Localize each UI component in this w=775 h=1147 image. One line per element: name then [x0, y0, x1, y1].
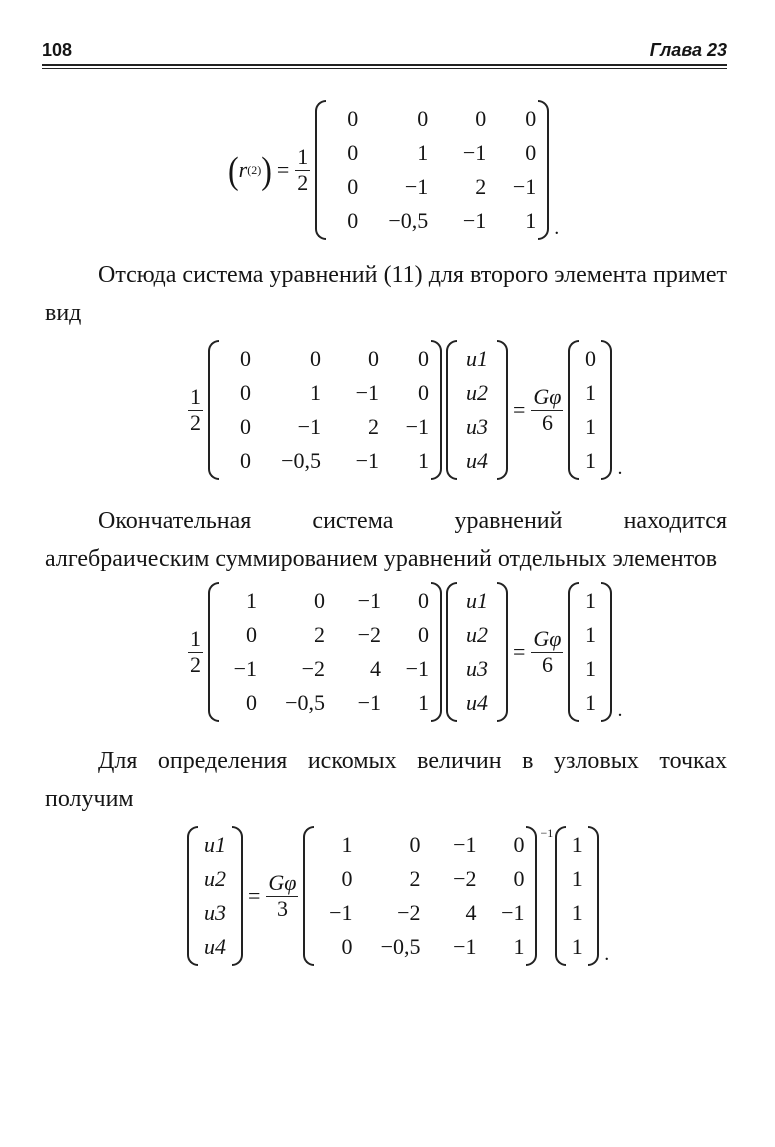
matrix-cell: 2: [409, 866, 421, 891]
matrix-cell: −1: [357, 588, 381, 613]
matrix-cell: −2: [357, 622, 381, 647]
header-rule-thin: [42, 68, 727, 69]
matrix-cell: 0: [525, 140, 537, 165]
equation-r2-matrix: ( r (2) ) = $\frac{1}{2}$ 0 0 0 0 0 1 −1 0 0 −1 2 −1 0 −0,5 −1 1 .: [228, 100, 559, 240]
page-header: [42, 40, 727, 68]
vector-entry: 1: [571, 934, 583, 959]
matrix-cell: −1: [462, 208, 487, 233]
matrix-cell: −1: [453, 832, 477, 857]
vector-entry: u1: [204, 832, 226, 857]
paragraph-final-system: Окончательная система уравнений находится алгебраическим суммированием уравнений отдельных элементов: [45, 508, 727, 572]
vector-entry: 1: [584, 588, 596, 613]
vector-entry: 1: [571, 832, 583, 857]
paragraph-solution: Для определения искомых величин в узловых точках получим: [45, 748, 727, 812]
matrix-cell: −2: [301, 656, 325, 681]
matrix-cell: 1: [246, 588, 257, 613]
matrix-cell: −1: [297, 414, 321, 439]
matrix-cell: −1: [357, 690, 381, 715]
matrix-cell: −1: [501, 900, 525, 925]
matrix-global: [303, 826, 537, 966]
matrix-cell: 0: [240, 448, 251, 473]
matrix-cell: 4: [370, 656, 381, 681]
vector-entry: 1: [571, 866, 583, 891]
matrix-cell: 0: [475, 106, 487, 131]
matrix-cell: 1: [310, 380, 321, 405]
matrix-cell: −1: [355, 380, 379, 405]
vector-entry: 1: [584, 380, 596, 405]
matrix-cell: 4: [465, 900, 477, 925]
vector-entry: 1: [584, 414, 596, 439]
fraction-g-phi: $\frac{G\varphi}{6}$: [533, 626, 562, 677]
matrix-cell: 2: [475, 174, 487, 199]
equation-solution: u1 u2 u3 u4 = $\frac{G\varphi}{3}$ 1 0 −1 0 0 2 −2 0 −1 −2 4 −1 0 −0,5 −1 1 −1 1 1 1 1 .: [185, 826, 609, 966]
matrix-cell: 0: [310, 346, 321, 371]
vector-entry: u2: [466, 622, 488, 647]
fraction-half: $\frac{1}{2}$: [190, 626, 201, 677]
matrix-cell: 0: [418, 346, 429, 371]
matrix-cell: 0: [314, 588, 325, 613]
matrix-cell: −2: [397, 900, 421, 925]
inverse-exponent: −1: [540, 826, 554, 840]
vector-entry: u3: [204, 900, 226, 925]
matrix-cell: 1: [418, 448, 429, 473]
vector-entry: u4: [204, 934, 226, 959]
matrix-cell: 0: [409, 832, 421, 857]
matrix-cell: 0: [347, 140, 359, 165]
matrix-cell: 0: [513, 866, 525, 891]
vector-entry: u2: [466, 380, 488, 405]
matrix-cell: −1: [233, 656, 257, 681]
matrix-cell: 1: [513, 934, 525, 959]
matrix-cell: 0: [347, 208, 359, 233]
equation-element-system: $\frac{1}{2}$ 0 0 0 0 0 1 −1 0 0 −1 2 −1 0 −0,5 −1 1 u1 u2 u3 u4 = $\frac{G\varphi}{6}$ 0 1 1 1 .: [185, 340, 622, 480]
matrix-cell: 0: [341, 866, 353, 891]
matrix-cell: 0: [246, 622, 257, 647]
matrix-cell: 0: [347, 106, 359, 131]
matrix-cell: −1: [404, 174, 429, 199]
matrix-cell: 0: [418, 622, 429, 647]
matrix-cell: −1: [512, 174, 537, 199]
vector-entry: 1: [584, 690, 596, 715]
vector-rhs: [555, 826, 599, 966]
matrix-cell: 0: [246, 690, 257, 715]
matrix-cell: 0: [418, 380, 429, 405]
matrix-cell: −1: [405, 414, 429, 439]
vector-rhs: [568, 582, 612, 722]
matrix-r2: [315, 100, 549, 240]
matrix-cell: −1: [329, 900, 353, 925]
page-number: 108: [42, 40, 73, 60]
vector-entry: u1: [466, 346, 488, 371]
vector-entry: 1: [584, 656, 596, 681]
vector-entry: 0: [584, 346, 596, 371]
matrix-element: [208, 340, 442, 480]
matrix-cell: 0: [347, 174, 359, 199]
matrix-cell: 0: [341, 934, 353, 959]
vector-rhs: [568, 340, 612, 480]
matrix-cell: −1: [462, 140, 487, 165]
vector-entry: u1: [466, 588, 488, 613]
matrix-cell: 1: [525, 208, 537, 233]
vector-entry: u4: [466, 690, 488, 715]
matrix-cell: −2: [453, 866, 477, 891]
equation-lhs: ( r (2) ): [228, 147, 272, 191]
fraction-g-phi: $\frac{G\varphi}{6}$: [533, 384, 562, 435]
header-rule: [42, 64, 727, 66]
vector-unknowns: [187, 826, 243, 966]
equation-final-system: $\frac{1}{2}$ 1 0 −1 0 0 2 −2 0 −1 −2 4 −1 0 −0,5 −1 1 u1 u2 u3 u4 = $\frac{G\varphi}{6}$ 1 1 1 1 .: [185, 582, 622, 722]
matrix-cell: 0: [368, 346, 379, 371]
vector-unknowns: [446, 340, 508, 480]
fraction-half: $\frac{1}{2}$: [297, 144, 309, 195]
matrix-cell: 1: [341, 832, 353, 857]
matrix-cell: 0: [417, 106, 429, 131]
vector-entry: u4: [466, 448, 488, 473]
matrix-cell: 2: [314, 622, 325, 647]
matrix-cell: 1: [418, 690, 429, 715]
matrix-cell: 0: [240, 380, 251, 405]
matrix-cell: 0: [240, 346, 251, 371]
chapter-title: Глава 23: [649, 40, 727, 60]
vector-entry: 1: [584, 448, 596, 473]
matrix-cell: 0: [418, 588, 429, 613]
vector-entry: u2: [204, 866, 226, 891]
matrix-cell: 1: [417, 140, 429, 165]
matrix-cell: 2: [368, 414, 379, 439]
matrix-global: [208, 582, 442, 722]
matrix-cell: 0: [240, 414, 251, 439]
vector-entry: 1: [571, 900, 583, 925]
matrix-cell: 0: [513, 832, 525, 857]
vector-entry: u3: [466, 656, 488, 681]
matrix-cell: −0,5: [388, 208, 429, 233]
matrix-cell: −1: [355, 448, 379, 473]
vector-unknowns: [446, 582, 508, 722]
matrix-cell: 0: [525, 106, 537, 131]
matrix-cell: −0,5: [285, 690, 325, 715]
matrix-cell: −0,5: [281, 448, 321, 473]
vector-entry: 1: [584, 622, 596, 647]
matrix-cell: −1: [453, 934, 477, 959]
fraction-g-phi: $\frac{G\varphi}{3}$: [268, 870, 297, 921]
vector-entry: u3: [466, 414, 488, 439]
fraction-half: $\frac{1}{2}$: [190, 384, 201, 435]
paragraph-element-system: Отсюда система уравнений (11) для второго элемента примет вид: [45, 262, 727, 326]
matrix-cell: −1: [405, 656, 429, 681]
matrix-cell: −0,5: [380, 934, 421, 959]
